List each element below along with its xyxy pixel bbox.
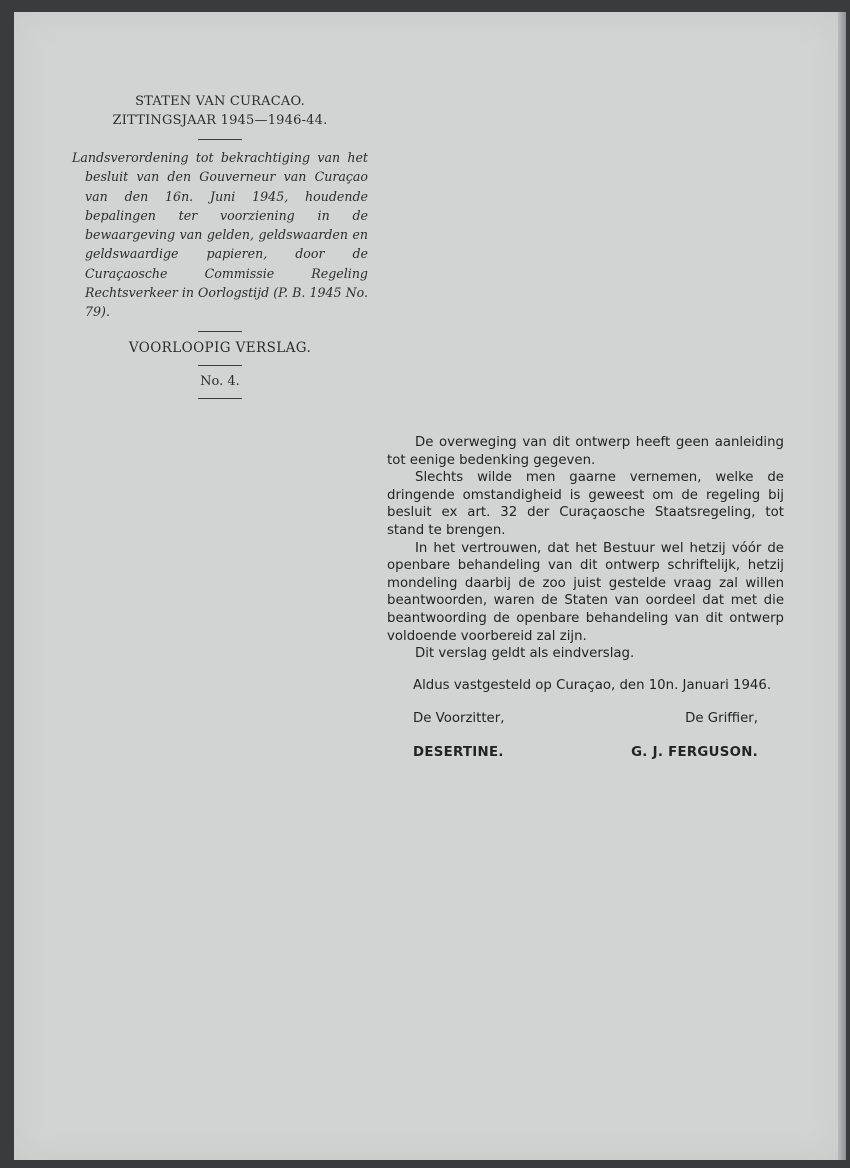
document-page bbox=[14, 12, 840, 1160]
divider bbox=[198, 365, 242, 366]
paragraph-1: De overweging van dit ontwerp heeft geen aanleiding tot eenige bedenking gegeven. bbox=[387, 435, 784, 468]
paragraph-2: Slechts wilde men gaarne vernemen, welke de dringende omstandigheid is geweest om de regeling bij besluit ex art. 32 der Curaçaosche Staatsregeling, tot stand te brengen. bbox=[387, 470, 784, 538]
clerk-role: De Griffier, bbox=[685, 711, 758, 727]
document-title: Landsverordening tot bekrachtiging van het besluit van den Gouverneur van Curaçao van den 16n. Juni 1945, houdende bepalingen ter voorziening in de bewaargeving van gelden, geldswaarden en geldswaardige papieren, door de Curaçaosche Commissie Regeling Rechtsverkeer in Oorlogstijd (P. B. 1945 No. 79). bbox=[72, 150, 368, 320]
clerk-name: G. J. FERGUSON. bbox=[631, 744, 758, 760]
signature-names bbox=[387, 744, 784, 762]
divider bbox=[198, 398, 242, 399]
chairman-name: DESERTINE. bbox=[413, 744, 504, 760]
document-number: No. 4. bbox=[200, 373, 240, 389]
paragraph-3: In het vertrouwen, dat het Bestuur wel hetzij vóór de openbare behandeling van dit ontwerp schriftelijk, hetzij mondeling daarbij de zoo juist gestelde vraag zal willen beantwoorden, waren de Staten van oordeel dat met die beantwoording de openbare behandeling van dit ontwerp voldoende voorbereid zal zijn. bbox=[387, 540, 784, 644]
header-line-2: ZITTINGSJAAR 1945—1946-44. bbox=[112, 113, 328, 128]
report-body bbox=[387, 434, 784, 762]
divider bbox=[198, 331, 242, 332]
header-line-1: STATEN VAN CURACAO. bbox=[135, 94, 305, 109]
signature-roles bbox=[387, 710, 784, 728]
closing-line: Aldus vastgesteld op Curaçao, den 10n. Januari 1946. bbox=[413, 677, 772, 693]
paragraph-4: Dit verslag geldt als eindverslag. bbox=[415, 646, 635, 662]
chairman-role: De Voorzitter, bbox=[413, 711, 505, 727]
left-column bbox=[72, 92, 368, 407]
section-heading: VOORLOOPIG VERSLAG. bbox=[128, 339, 312, 356]
divider bbox=[198, 139, 242, 140]
